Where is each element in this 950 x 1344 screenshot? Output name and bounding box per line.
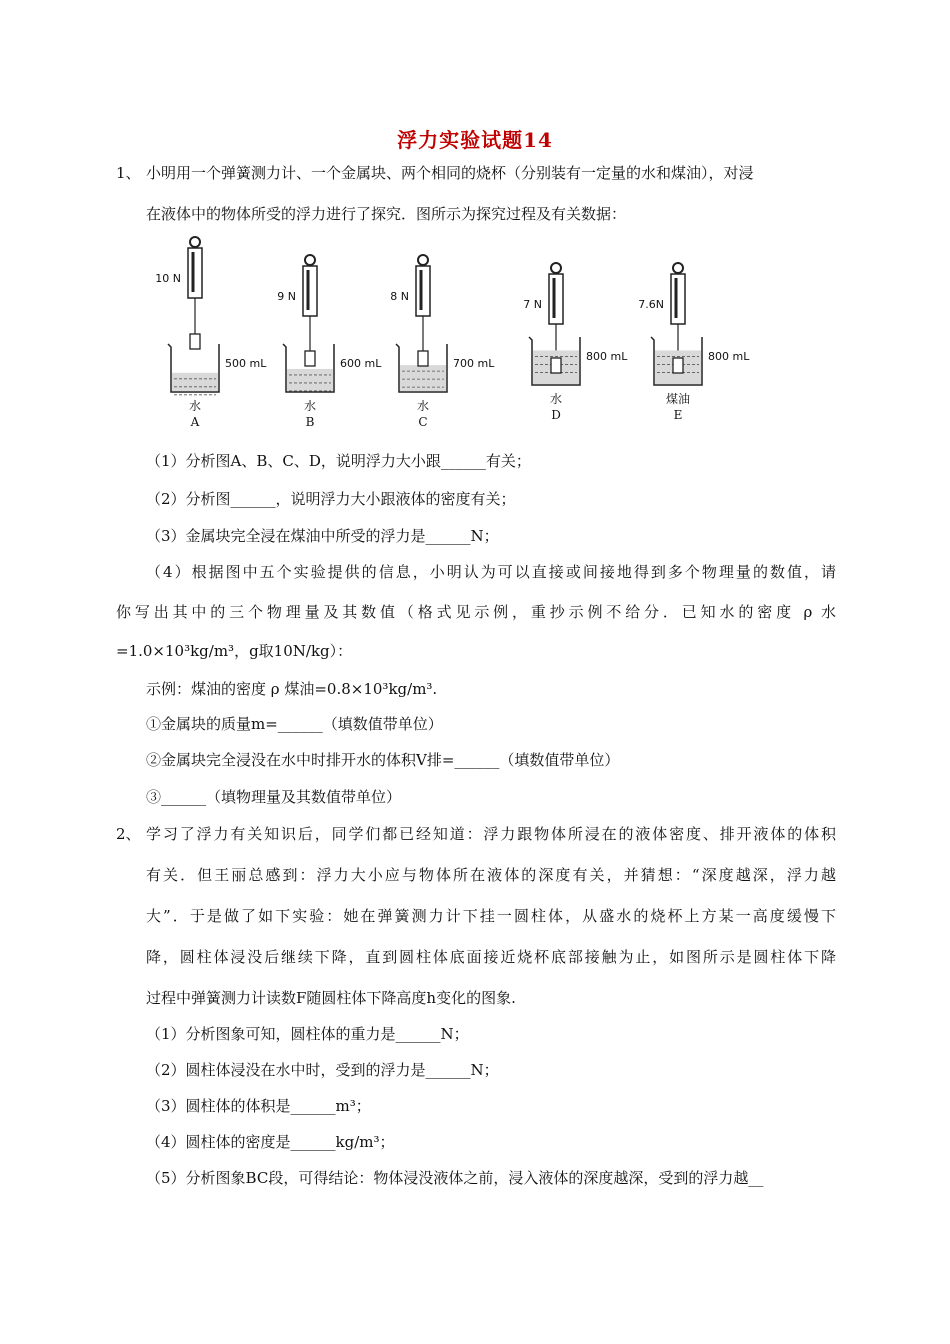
- force-reading-label: 9 N: [277, 290, 296, 303]
- hook-ring-icon: [190, 237, 200, 247]
- setup-C: [390, 255, 495, 429]
- hook-ring-icon: [673, 263, 683, 273]
- setup-B: [277, 255, 382, 429]
- question-2-stem-line-5: 过程中弹簧测力计读数F随圆柱体下降高度h变化的图象.: [146, 989, 516, 1007]
- question-1-part-1: （1）分析图A、B、C、D，说明浮力大小跟______有关；: [146, 452, 531, 470]
- question-2-stem-line-3: 大”．于是做了如下实验：她在弹簧测力计下挂一圆柱体，从盛水的烧杯上方某一高度缓慢下: [146, 907, 836, 925]
- question-1-part-4-line-3: =1.0×10³kg/m³，g取10N/kg）：: [116, 642, 353, 660]
- question-1-part-4-line-1: （4）根据图中五个实验提供的信息，小明认为可以直接或间接地得到多个物理量的数值，请: [146, 563, 836, 581]
- spring-balance: [549, 274, 563, 324]
- question-2-stem-line-1: 学习了浮力有关知识后，同学们都已经知道：浮力跟物体所浸在的液体密度、排开液体的体积: [146, 825, 836, 843]
- setup-letter: A: [190, 415, 200, 429]
- setup-E: [638, 263, 750, 422]
- question-2-number: 2、: [116, 825, 141, 843]
- force-reading-label: 10 N: [155, 272, 181, 285]
- liquid: [287, 369, 333, 391]
- question-1-stem-line-1: 小明用一个弹簧测力计、一个金属块、两个相同的烧杯（分别装有一定量的水和煤油），对浸: [146, 164, 754, 182]
- spring-balance: [188, 248, 202, 298]
- metal-block: [418, 351, 428, 366]
- force-reading-label: 7 N: [523, 298, 542, 311]
- volume-label: 800 mL: [708, 350, 750, 363]
- volume-label: 700 mL: [453, 357, 495, 370]
- liquid-caption: 水: [549, 392, 563, 406]
- question-1-item-1: ①金属块的质量m=______（填数值带单位）: [146, 715, 443, 733]
- volume-label: 500 mL: [225, 357, 267, 370]
- liquid: [172, 373, 218, 391]
- question-1-part-2: （2）分析图______，说明浮力大小跟液体的密度有关；: [146, 490, 516, 508]
- question-2-part-5: （5）分析图象BC段，可得结论：物体浸没液体之前，浸入液体的深度越深，受到的浮力越__: [146, 1169, 764, 1187]
- experiment-illustration: [140, 234, 780, 434]
- page-title: 浮力实验试题14: [397, 128, 553, 152]
- question-1-item-3: ③______（填物理量及其数值带单位）: [146, 788, 402, 806]
- setup-letter: E: [673, 408, 683, 422]
- metal-block: [551, 358, 561, 373]
- question-2-stem-line-2: 有关．但王丽总感到：浮力大小应与物体所在液体的深度有关，并猜想：“深度越深，浮力越: [146, 866, 836, 884]
- metal-block: [305, 351, 315, 366]
- setup-letter: C: [418, 415, 428, 429]
- hook-ring-icon: [305, 255, 315, 265]
- force-reading-label: 8 N: [390, 290, 409, 303]
- hook-ring-icon: [418, 255, 428, 265]
- spring-balance: [416, 266, 430, 316]
- question-1-part-3: （3）金属块完全浸在煤油中所受的浮力是______N；: [146, 527, 499, 545]
- buoyancy-experiment-figure: [140, 234, 780, 434]
- volume-label: 600 mL: [340, 357, 382, 370]
- liquid-caption: 水: [416, 399, 430, 413]
- question-1-item-2: ②金属块完全浸没在水中时排开水的体积V排=______（填数值带单位）: [146, 751, 620, 769]
- metal-block: [673, 358, 683, 373]
- setup-A: [155, 237, 267, 429]
- liquid-caption: 煤油: [665, 392, 691, 406]
- setup-D: [523, 263, 628, 422]
- force-reading-label: 7.6N: [638, 298, 664, 311]
- liquid-caption: 水: [303, 399, 317, 413]
- liquid-caption: 水: [188, 399, 202, 413]
- spring-balance: [303, 266, 317, 316]
- metal-block: [190, 334, 200, 349]
- question-1-example: 示例：煤油的密度 ρ 煤油=0.8×10³kg/m³.: [146, 680, 438, 698]
- question-2-part-3: （3）圆柱体的体积是______m³；: [146, 1097, 371, 1115]
- question-1-number: 1、: [116, 164, 141, 182]
- hook-ring-icon: [551, 263, 561, 273]
- setup-letter: D: [551, 408, 561, 422]
- setup-letter: B: [305, 415, 315, 429]
- question-2-part-1: （1）分析图象可知，圆柱体的重力是______N；: [146, 1025, 469, 1043]
- spring-balance: [671, 274, 685, 324]
- question-1-part-4-line-2: 你写出其中的三个物理量及其数值（格式见示例，重抄示例不给分．已知水的密度 ρ 水: [116, 603, 836, 621]
- question-1-stem-line-2: 在液体中的物体所受的浮力进行了探究．图所示为探究过程及有关数据：: [146, 205, 627, 223]
- volume-label: 800 mL: [586, 350, 628, 363]
- question-2-part-4: （4）圆柱体的密度是______kg/m³；: [146, 1133, 395, 1151]
- question-2-part-2: （2）圆柱体浸没在水中时，受到的浮力是______N；: [146, 1061, 499, 1079]
- question-2-stem-line-4: 降，圆柱体浸没后继续下降，直到圆柱体底面接近烧杯底部接触为止，如图所示是圆柱体下降: [146, 948, 836, 966]
